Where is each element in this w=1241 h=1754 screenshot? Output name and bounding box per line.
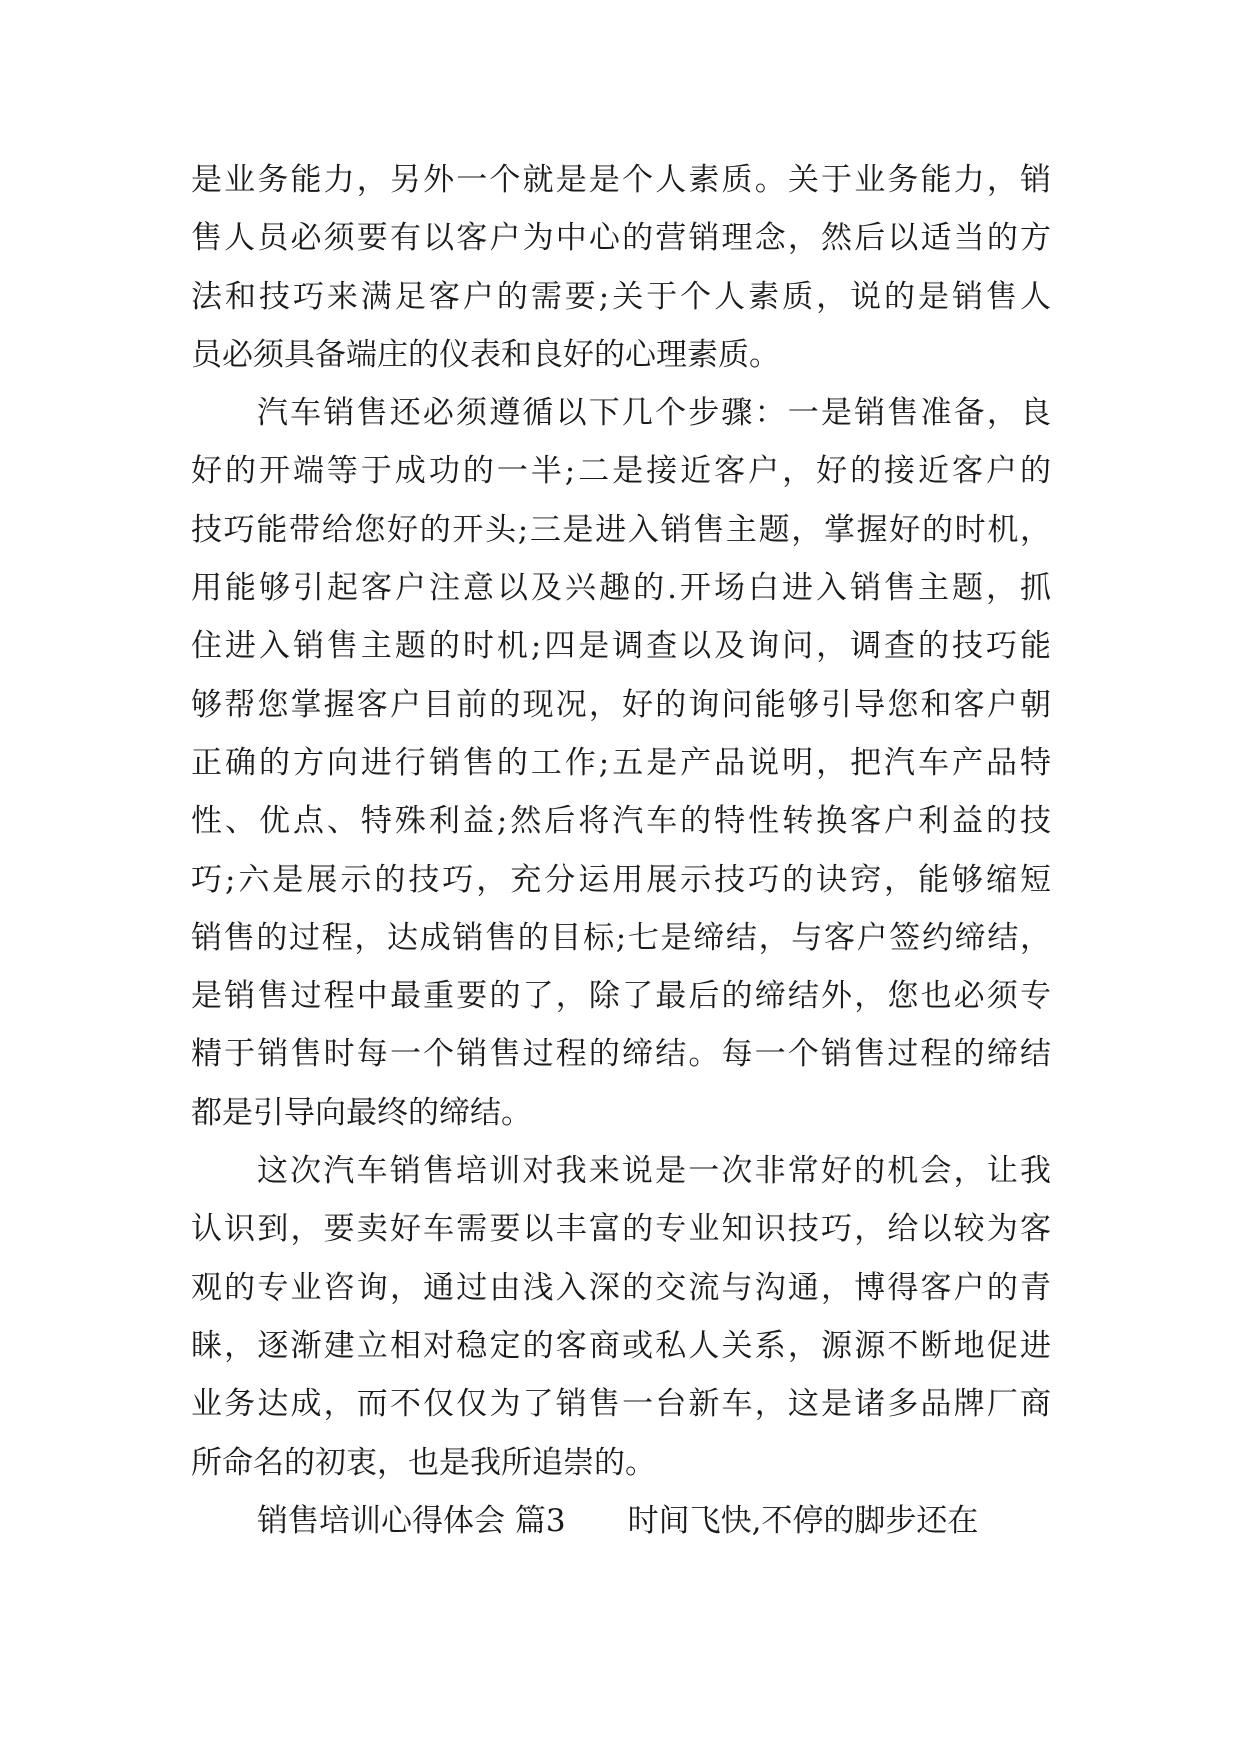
text-line: 法和技巧来满足客户的需要;关于个人素质，说的是销售人 (191, 278, 1051, 315)
text-line: 正确的方向进行销售的工作;五是产品说明，把汽车产品特 (191, 744, 1051, 781)
text-line: 住进入销售主题的时机;四是调查以及询问，调查的技巧能 (191, 628, 1051, 665)
section-heading: 销售培训心得体会 篇3 (257, 1502, 566, 1539)
text-line: 是业务能力，另外一个就是是个人素质。关于业务能力，销 (191, 162, 1051, 198)
text-line: 都是引导向最终的缔结。 (191, 1094, 532, 1131)
text-line: 技巧能带给您好的开头;三是进入销售主题，掌握好的时机， (191, 511, 1051, 548)
text-line: 巧;六是展示的技巧，充分运用展示技巧的诀窍，能够缩短 (191, 861, 1051, 898)
text-line: 精于销售时每一个销售过程的缔结。每一个销售过程的缔结 (191, 1036, 1051, 1073)
text-line: 认识到，要卖好车需要以丰富的专业知识技巧，给以较为客 (191, 1211, 1051, 1248)
document-body (191, 151, 1051, 1550)
text-line: 性、优点、特殊利益;然后将汽车的特性转换客户利益的技 (191, 803, 1051, 840)
text-line: 销售的过程，达成销售的目标;七是缔结，与客户签约缔结， (191, 919, 1051, 956)
text-line: 业务达成，而不仅仅为了销售一台新车，这是诸多品牌厂商 (191, 1386, 1051, 1423)
text-line: 观的专业咨询，通过由浅入深的交流与沟通，博得客户的青 (191, 1269, 1051, 1306)
text-line: 睐，逐渐建立相对稳定的客商或私人关系，源源不断地促进 (191, 1327, 1051, 1364)
text-line: 售人员必须要有以客户为中心的营销理念，然后以适当的方 (191, 220, 1051, 257)
section-first-text: 时间飞快,不停的脚步还在 (627, 1502, 979, 1539)
section-heading-line (191, 1492, 1051, 1550)
text-line: 所命名的初衷，也是我所追崇的。 (191, 1444, 656, 1481)
text-line: 够帮您掌握客户目前的现况，好的询问能够引导您和客户朝 (191, 686, 1051, 723)
text-line: 好的开端等于成功的一半;二是接近客户，好的接近客户的 (191, 453, 1051, 490)
text-line: 用能够引起客户注意以及兴趣的.开场白进入销售主题，抓 (191, 570, 1051, 607)
text-line: 汽车销售还必须遵循以下几个步骤：一是销售准备，良 (257, 395, 1051, 432)
text-line: 是销售过程中最重要的了，除了最后的缔结外，您也必须专 (191, 978, 1051, 1015)
text-line: 这次汽车销售培训对我来说是一次非常好的机会，让我 (257, 1153, 1051, 1190)
text-line: 员必须具备端庄的仪表和良好的心理素质。 (191, 336, 780, 373)
